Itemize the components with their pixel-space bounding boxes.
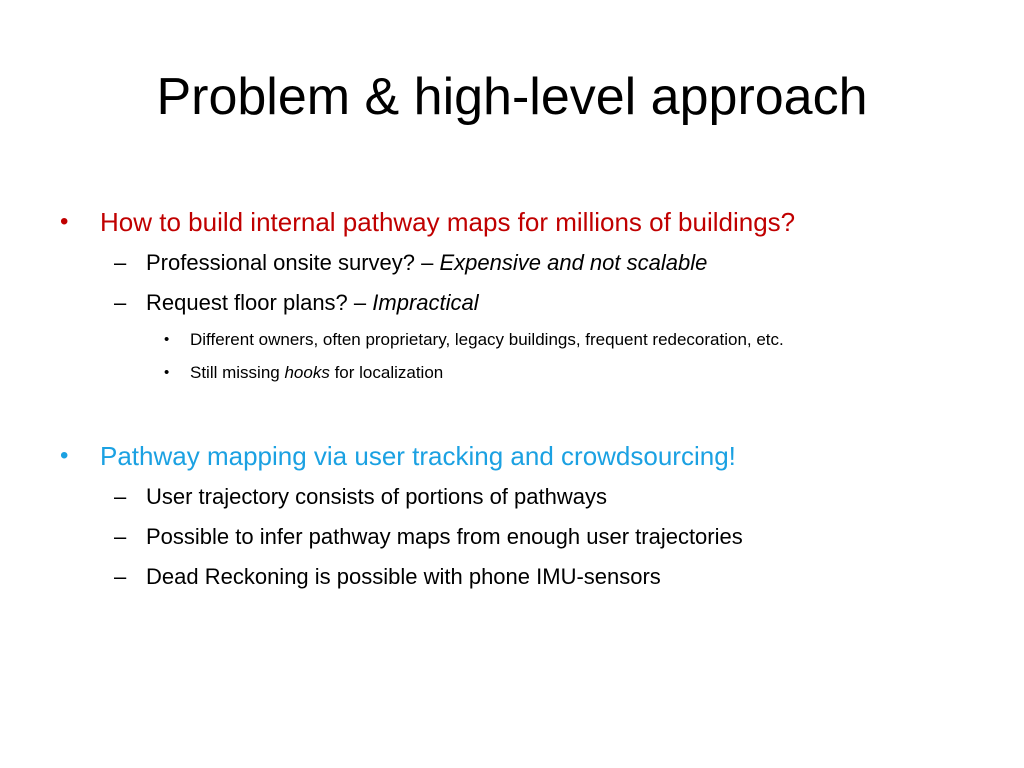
bullet-emphasis: Impractical [372, 290, 479, 315]
section-approach [0, 435, 1024, 597]
bullet-emphasis: Expensive and not scalable [439, 250, 708, 275]
dash-marker: – [114, 484, 127, 509]
slide-title: Problem & high-level approach [156, 68, 868, 126]
bullet-level2 [0, 243, 1024, 283]
dash-marker: – [114, 290, 127, 315]
section-problem [0, 201, 1024, 389]
bullet-marker: • [60, 442, 69, 469]
dash-marker: – [114, 524, 127, 549]
bullet-text: Possible to infer pathway maps from enough user trajectories [146, 524, 743, 549]
bullet-level1 [0, 435, 1024, 477]
bullet-level2 [0, 477, 1024, 517]
bullet-text: Request floor plans? – [146, 290, 373, 315]
bullet-level2 [0, 557, 1024, 597]
bullet-level2 [0, 517, 1024, 557]
bullet-text: User trajectory consists of portions of pathways [146, 484, 607, 509]
bullet-text: for localization [329, 363, 444, 382]
bullet-marker: • [164, 364, 170, 381]
dash-marker: – [114, 564, 127, 589]
bullet-marker: • [164, 331, 170, 348]
dash-marker: – [114, 250, 127, 275]
bullet-emphasis: hooks [284, 363, 330, 382]
bullet-level3 [0, 323, 1024, 356]
bullet-text: Professional onsite survey? – [146, 250, 440, 275]
bullet-text: Different owners, often proprietary, legacy buildings, frequent redecoration, etc. [190, 330, 784, 349]
bullet-text: Pathway mapping via user tracking and crowdsourcing! [100, 441, 736, 471]
bullet-text: Still missing [190, 363, 285, 382]
bullet-level3 [0, 356, 1024, 389]
bullet-text: How to build internal pathway maps for millions of buildings? [100, 207, 796, 237]
bullet-level1 [0, 201, 1024, 243]
bullet-level2 [0, 283, 1024, 323]
bullet-marker: • [60, 208, 69, 235]
bullet-text: Dead Reckoning is possible with phone IMU-sensors [146, 564, 661, 589]
